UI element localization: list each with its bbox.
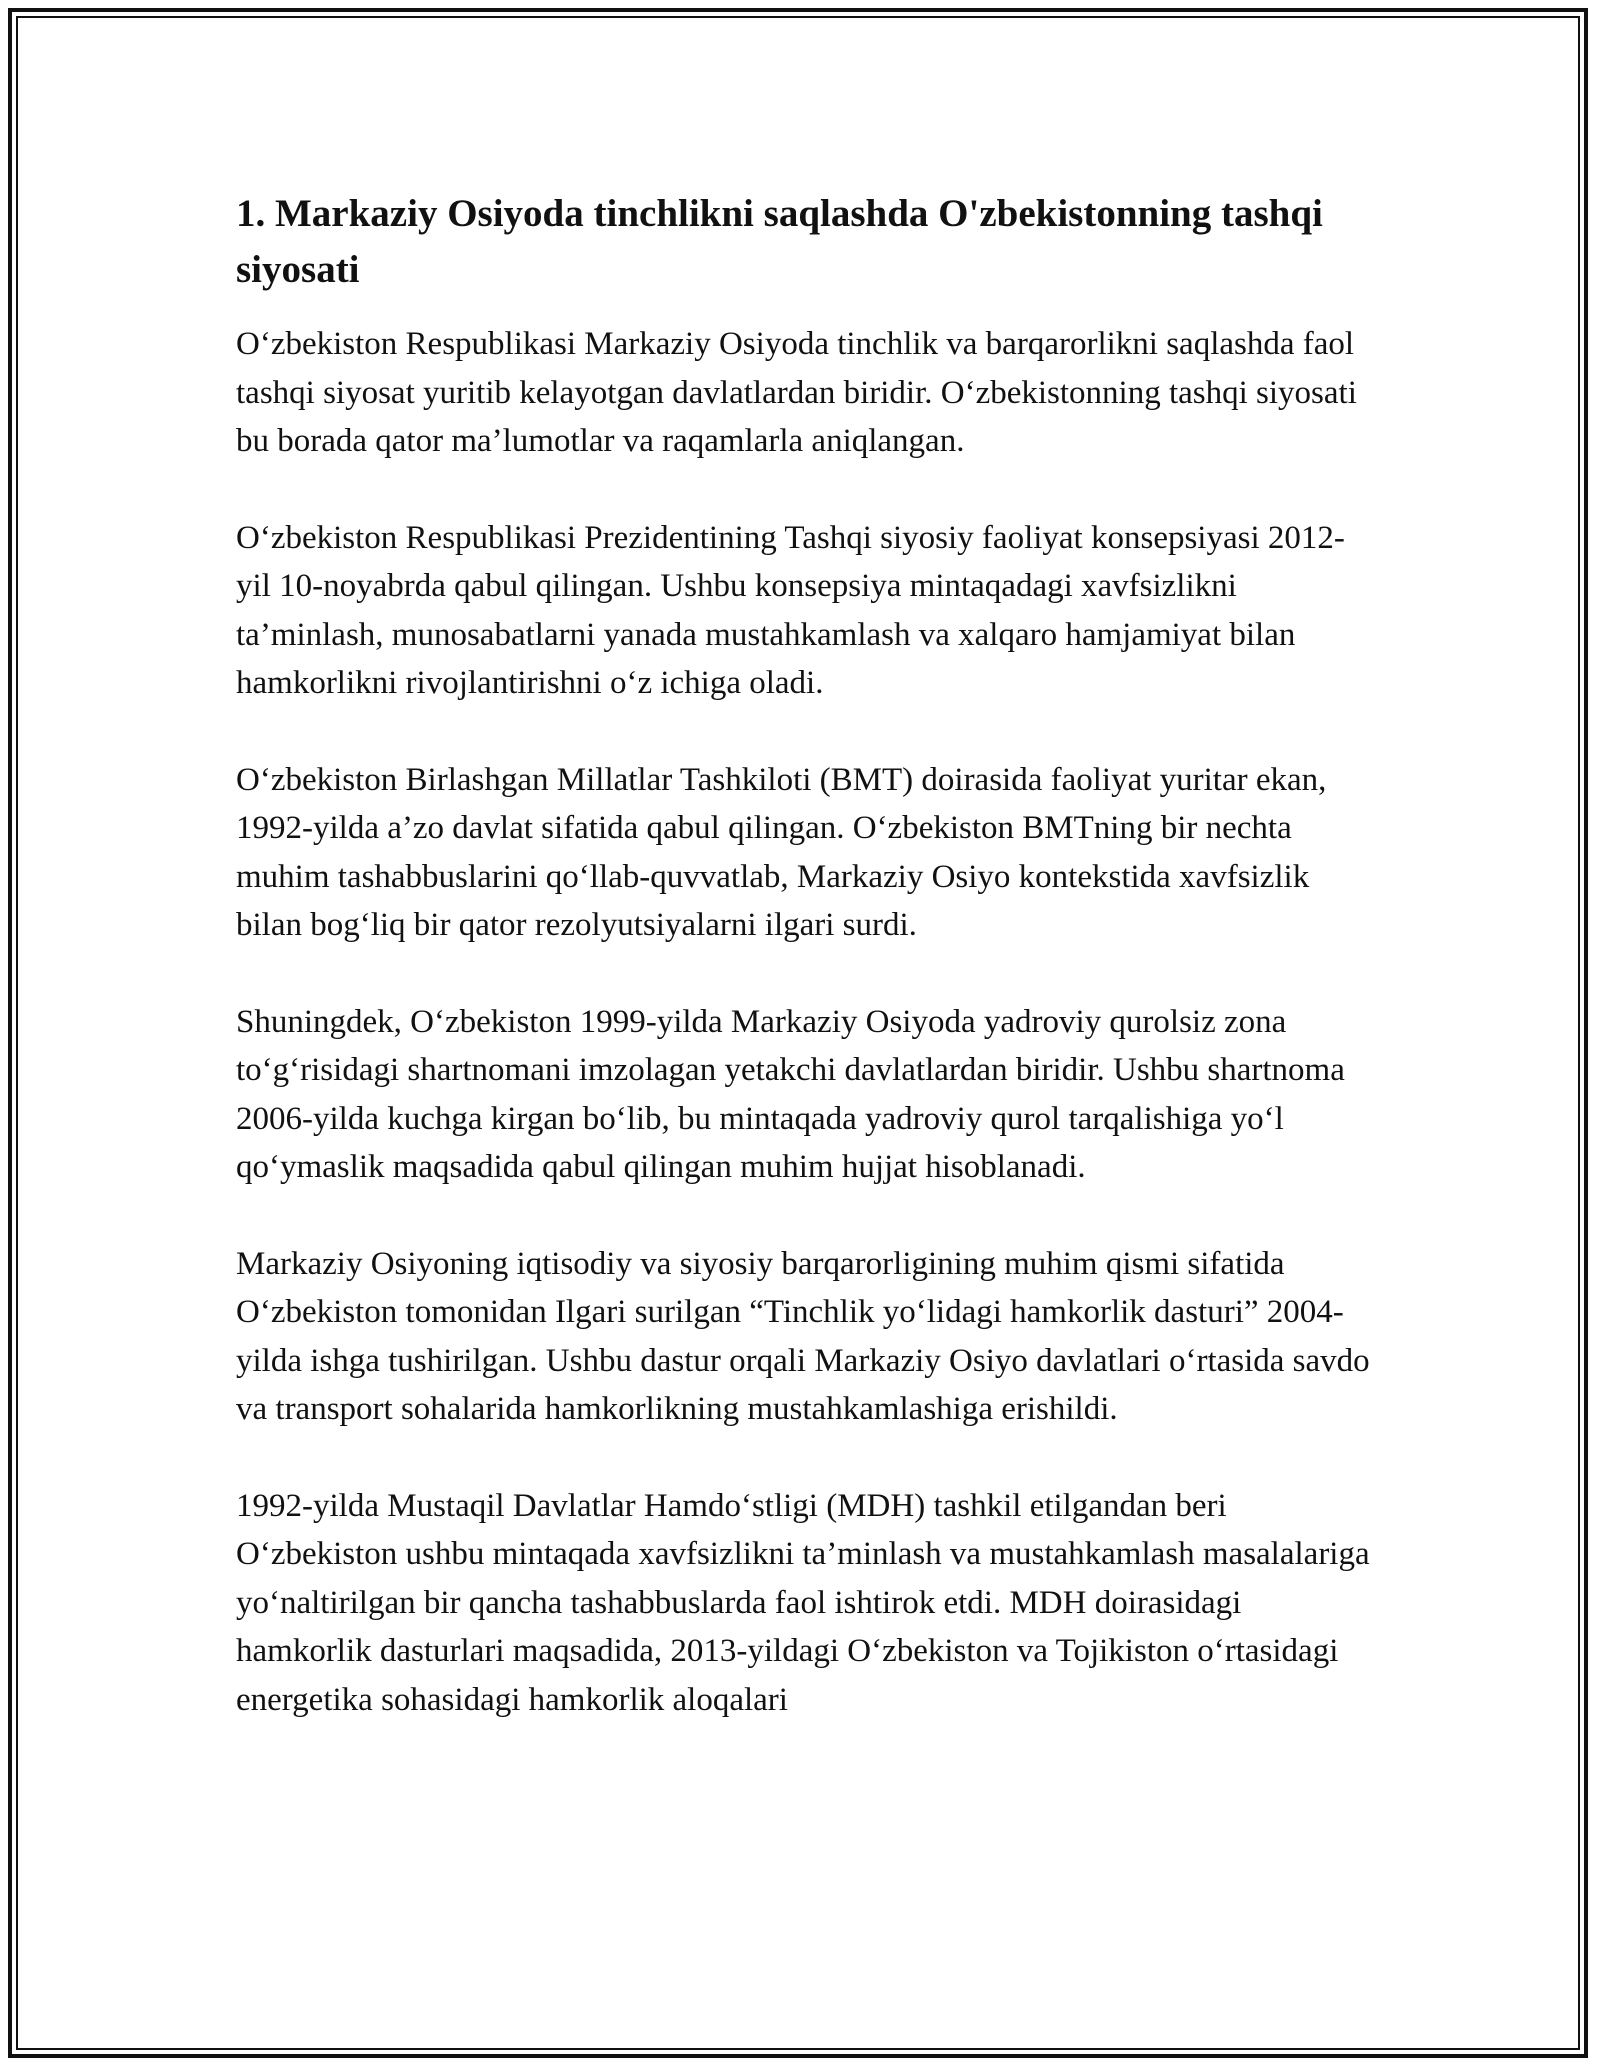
paragraph-1: O‘zbekiston Respublikasi Markaziy Osiyoda tinchlik va barqarorlikni saqlashda faol tashqi siyosat yuritib kelayotgan davlatlardan biridir. O‘zbekistonning tashqi siyosati bu borada qator ma’lumotlar va raqamlarla aniqlangan. xyxy=(236,326,1357,459)
paragraph-5: Markaziy Osiyoning iqtisodiy va siyosiy barqarorligining muhim qismi sifatida O‘zbekiston tomonidan Ilgari surilgan “Tinchlik yo‘lidagi hamkorlik dasturi” 2004-yilda ishga tushirilgan. Ushbu dastur orqali Markaziy Osiyo davlatlari o‘rtasida savdo va transport sohalarida hamkorlikning mustahkamlashiga erishildi. xyxy=(236,1245,1370,1427)
document-title: 1. Markaziy Osiyoda tinchlikni saqlashda O'zbekistonning tashqi siyosati xyxy=(236,192,1323,291)
paragraph-4: Shuningdek, O‘zbekiston 1999-yilda Markaziy Osiyoda yadroviy qurolsiz zona to‘g‘risidagi shartnomani imzolagan yetakchi davlatlardan biridir. Ushbu shartnoma 2006-yilda kuchga kirgan bo‘lib, bu mintaqada yadroviy qurol tarqalishiga yo‘l qo‘ymaslik maqsadida qabul qilingan muhim hujjat hisoblanadi. xyxy=(236,1003,1345,1185)
paragraph-2: O‘zbekiston Respublikasi Prezidentining Tashqi siyosiy faoliyat konsepsiyasi 2012-yil 10-noyabrda qabul qilingan. Ushbu konsepsiya mintaqadagi xavfsizlikni ta’minlash, munosabatlarni yanada mustahkamlash va xalqaro hamjamiyat bilan hamkorlikni rivojlantirishni o‘z ichiga oladi. xyxy=(236,519,1345,701)
paragraph-6: 1992-yilda Mustaqil Davlatlar Hamdo‘stligi (MDH) tashkil etilgandan beri O‘zbekiston ushbu mintaqada xavfsizlikni ta’minlash va mustahkamlash masalalariga yo‘naltirilgan bir qancha tashabbuslarda faol ishtirok etdi. MDH doirasidagi hamkorlik dasturlari maqsadida, 2013-yildagi O‘zbekiston va Tojikiston o‘rtasidagi energetika sohasidagi hamkorlik aloqalari xyxy=(236,1487,1370,1718)
document-body xyxy=(236,186,1376,1772)
paragraph-3: O‘zbekiston Birlashgan Millatlar Tashkiloti (BMT) doirasida faoliyat yuritar ekan, 1992-yilda a’zo davlat sifatida qabul qilingan. O‘zbekiston BMTning bir nechta muhim tashabbuslarini qo‘llab-quvvatlab, Markaziy Osiyo kontekstida xavfsizlik bilan bog‘liq bir qator rezolyutsiyalarni ilgari surdi. xyxy=(236,761,1327,943)
